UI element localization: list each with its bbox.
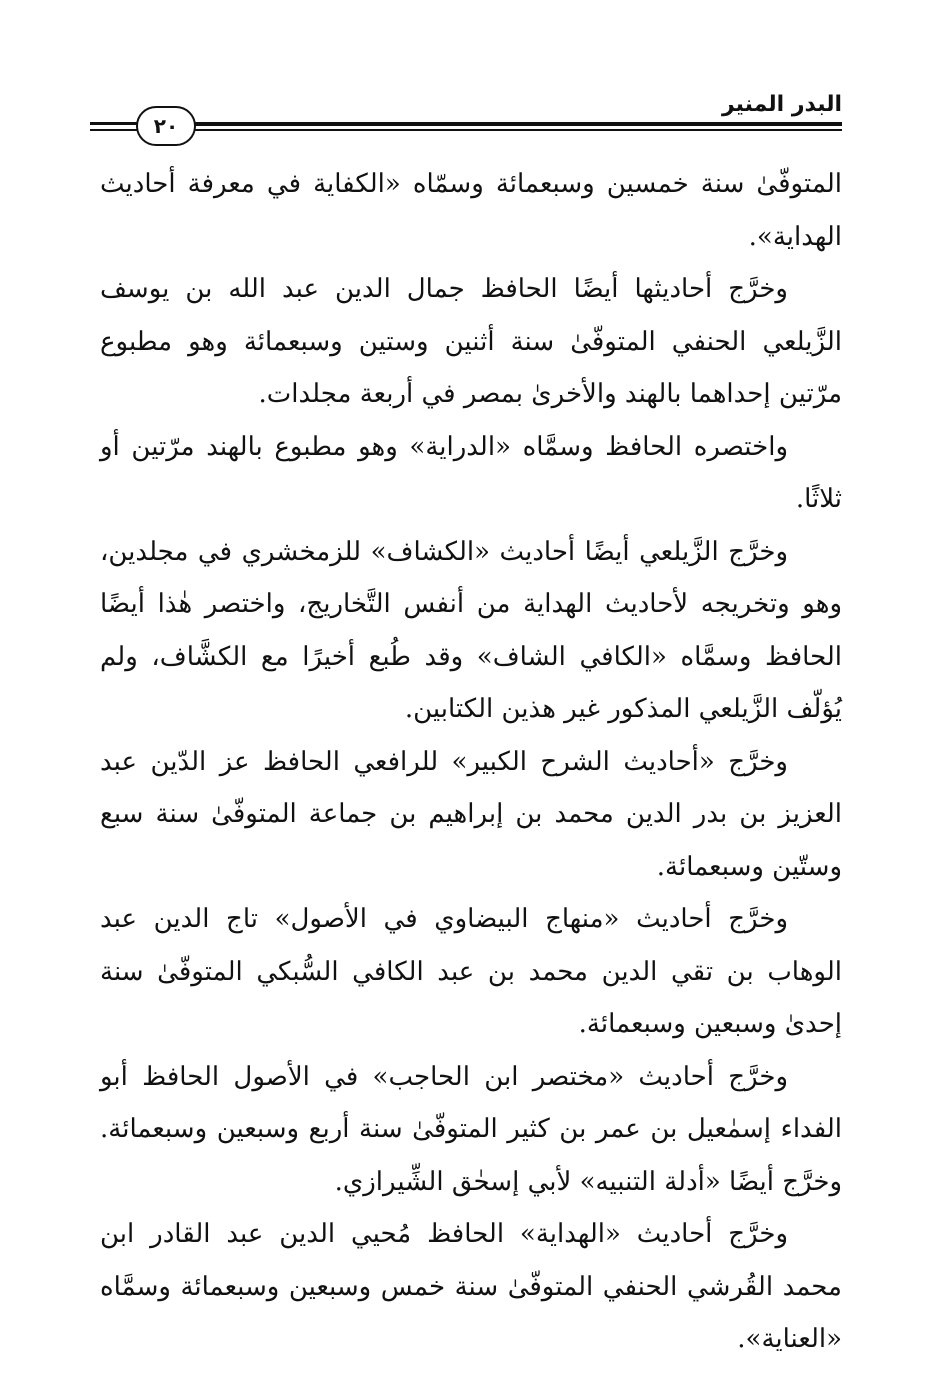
paragraph-zaylai: وخرَّج أحاديثها أيضًا الحافظ جمال الدين عبد الله بن يوسف الزَّيلعي الحنفي المتوفّىٰ سنة أثنين وستين وسبعمائة وهو مطبوع مرّتين إحداهما بالهند والأخرىٰ بمصر في أربعة مجلدات. bbox=[100, 274, 842, 409]
page-number: ٢٠ bbox=[136, 106, 196, 146]
paragraph-inaya: وخرَّج أحاديث «الهداية» الحافظ مُحيي الدين عبد القادر ابن محمد القُرشي الحنفي المتوفّىٰ سنة خمس وسبعين وسبعمائة وسمَّاه «العناية». bbox=[100, 1219, 842, 1354]
paragraph-minhaj: وخرَّج أحاديث «منهاج البيضاوي في الأصول» تاج الدين عبد الوهاب بن تقي الدين محمد بن عبد الكافي السُّبكي المتوفّىٰ سنة إحدىٰ وسبعين وسبعمائة. bbox=[100, 904, 842, 1039]
header-rule-tail bbox=[90, 122, 138, 125]
running-title: البدر المنير bbox=[721, 92, 842, 117]
paragraph-kashshaf: وخرَّج الزَّيلعي أيضًا أحاديث «الكشاف» للزمخشري في مجلدين، وهو وتخريجه لأحاديث الهداية من أنفس التَّخاريج، واختصر هٰذا أيضًا الحافظ وسمَّاه «الكافي الشاف» وقد طُبع أخيرًا مع الكشَّاف، ولم يُؤلّف الزَّيلعي المذكور غير هذين الكتابين. bbox=[100, 536, 842, 724]
paragraph-mukhtasar: وخرَّج أحاديث «مختصر ابن الحاجب» في الأصول الحافظ أبو الفداء إسمٰعيل بن عمر بن كثير المتوفّىٰ سنة أربع وسبعين وسبعمائة. وخرَّج أيضًا «أدلة التنبيه» لأبي إسحٰق الشِّيرازي. bbox=[100, 1061, 842, 1197]
header-rule-tail-thin bbox=[90, 129, 138, 131]
paragraph-sharh-kabir: وخرَّج «أحاديث الشرح الكبير» للرافعي الحافظ عز الدّين عبد العزيز بن بدر الدين محمد بن إبراهيم بن جماعة المتوفّىٰ سنة سبع وستّين وسبعمائة. bbox=[100, 746, 842, 882]
header-rule-thick bbox=[190, 122, 842, 126]
page-body bbox=[100, 158, 842, 1366]
paragraph-diraya: واختصره الحافظ وسمَّاه «الدراية» وهو مطبوع بالهند مرّتين أو ثلاثًا. bbox=[100, 431, 842, 514]
page-header bbox=[90, 92, 842, 152]
header-rule-thin bbox=[190, 129, 842, 131]
paragraph-continuation: المتوفّىٰ سنة خمسين وسبعمائة وسمّاه «الكفاية في معرفة أحاديث الهداية». bbox=[100, 169, 842, 252]
